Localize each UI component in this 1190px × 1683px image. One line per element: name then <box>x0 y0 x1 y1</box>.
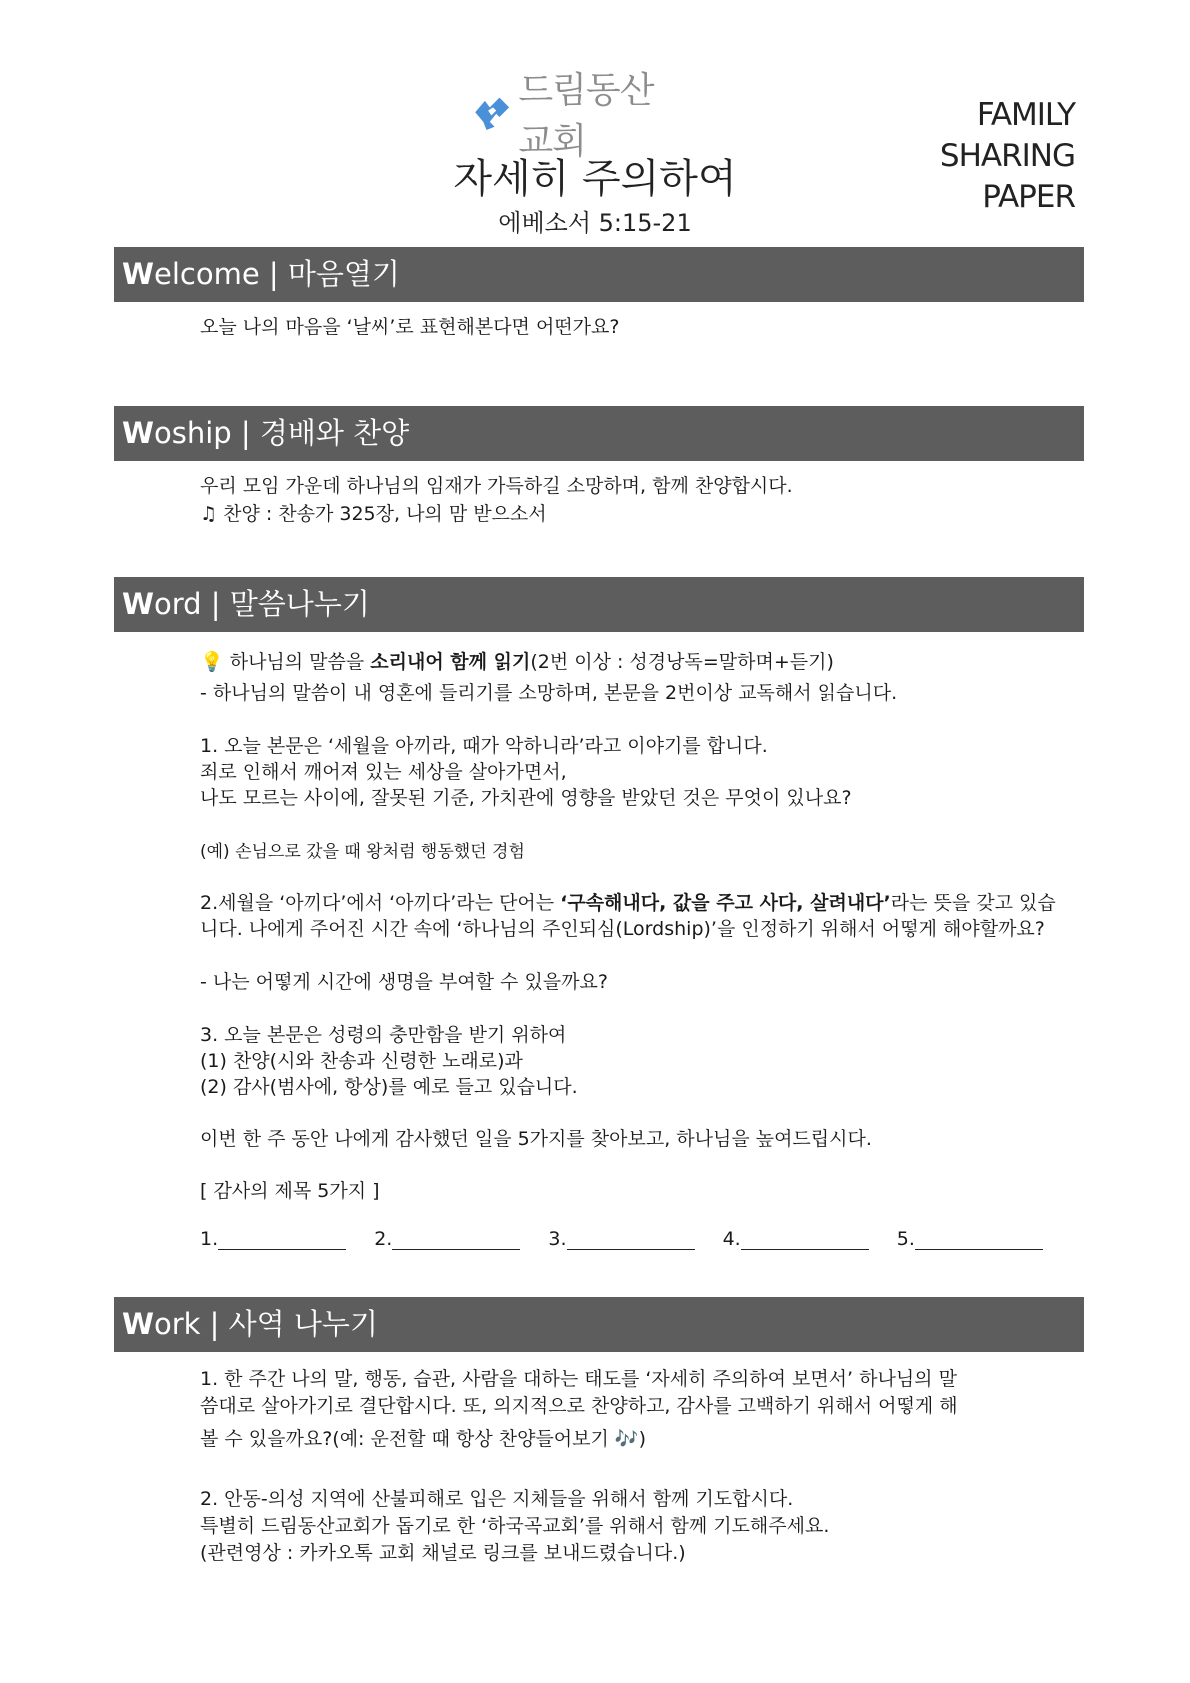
work-1-close: ) <box>638 1428 646 1450</box>
word-reading-instruction <box>200 647 834 674</box>
question-2-line-1 <box>200 888 1056 915</box>
section-title: elcome | 마음열기 <box>154 257 400 291</box>
church-logo-text: 드림동산교회 <box>518 70 654 162</box>
section-header-word <box>114 577 1084 632</box>
blank-3-line[interactable] <box>567 1229 695 1250</box>
work-1-line-3-text: 볼 수 있을까요?(예: 운전할 때 항상 찬양들어보기 <box>200 1428 615 1450</box>
blank-3-label: 3. <box>548 1228 567 1250</box>
work-1-line-1: 1. 한 주간 나의 말, 행동, 습관, 사람을 대하는 태도를 ‘자세히 주의하여 보면서’ 하나님의 말 <box>200 1368 957 1390</box>
work-2-line-3: (관련영상 : 카카오톡 교회 채널로 링크를 보내드렸습니다.) <box>200 1542 686 1564</box>
sharing-label: SHARING <box>939 138 1075 174</box>
reading-bold: 소리내어 함께 읽기 <box>370 651 531 673</box>
thanks-title: [ 감사의 제목 5가지 ] <box>200 1180 380 1202</box>
section-initial: W <box>122 257 154 291</box>
worship-song-text: 찬양 : 찬송가 325장, 나의 맘 받으소서 <box>223 503 547 525</box>
section-title: oship | 경배와 찬양 <box>154 416 410 450</box>
question-3-line-2: (1) 찬양(시와 찬송과 신령한 노래로)과 <box>200 1050 523 1072</box>
section-initial: W <box>122 1307 154 1341</box>
thanks-blanks <box>200 1228 1065 1250</box>
family-label: FAMILY <box>976 97 1075 133</box>
question-3-line-1: 3. 오늘 본문은 성령의 충만함을 받기 위하여 <box>200 1024 567 1046</box>
question-1-line-2: 죄로 인해서 깨어져 있는 세상을 살아가면서, <box>200 761 567 783</box>
question-2-bold: ‘구속해내다, 값을 주고 사다, 살려내다’ <box>560 892 891 914</box>
family-sharing-paper-label <box>940 95 1075 218</box>
blank-5-label: 5. <box>896 1228 915 1250</box>
blank-4-line[interactable] <box>741 1229 869 1250</box>
music-note-icon: ♫ <box>200 503 218 525</box>
section-header-work <box>114 1297 1084 1352</box>
blank-5-line[interactable] <box>915 1229 1043 1250</box>
word-reading-detail: - 하나님의 말씀이 내 영혼에 들리기를 소망하며, 본문을 2번이상 교독해서 읽습니다. <box>200 682 898 704</box>
lightbulb-icon: 💡 <box>200 651 224 673</box>
reading-pre: 하나님의 말씀을 <box>229 651 371 673</box>
section-header-worship <box>114 406 1084 461</box>
worship-song <box>200 499 547 526</box>
church-logo-icon <box>472 90 512 136</box>
question-1-line-1: 1. 오늘 본문은 ‘세월을 아끼라, 때가 악하니라’라고 이야기를 합니다. <box>200 735 768 757</box>
worship-intro: 우리 모임 가운데 하나님의 임재가 가득하길 소망하며, 함께 찬양합시다. <box>200 475 793 497</box>
question-2-line-2: 니다. 나에게 주어진 시간 속에 ‘하나님의 주인되심(Lordship)’을 인정하기 위해서 어떻게 해야할까요? <box>200 918 1045 940</box>
scripture-reference: 에베소서 5:15-21 <box>498 209 692 237</box>
work-2-line-2: 특별히 드림동산교회가 돕기로 한 ‘하국곡교회’를 위해서 함께 기도해주세요. <box>200 1515 830 1537</box>
blank-2-label: 2. <box>374 1228 393 1250</box>
question-1-line-3: 나도 모르는 사이에, 잘못된 기준, 가치관에 영향을 받았던 것은 무엇이 있나요? <box>200 787 852 809</box>
music-notes-icon: 🎶 <box>614 1428 639 1450</box>
welcome-question: 오늘 나의 마음을 ‘날씨’로 표현해본다면 어떤가요? <box>200 316 620 338</box>
question-2-post: 라는 뜻을 갖고 있습 <box>890 892 1056 914</box>
church-logo <box>472 70 682 162</box>
blank-1-line[interactable] <box>218 1229 346 1250</box>
section-initial: W <box>122 416 154 450</box>
blank-4-label: 4. <box>722 1228 741 1250</box>
work-1-line-2: 씀대로 살아가기로 결단합시다. 또, 의지적으로 찬양하고, 감사를 고백하기 위해서 어떻게 해 <box>200 1395 958 1417</box>
blank-1-label: 1. <box>200 1228 219 1250</box>
page-title: 자세히 주의하여 <box>453 156 737 202</box>
paper-label: PAPER <box>982 179 1075 215</box>
question-2-pre: 2.세월을 ‘아끼다’에서 ‘아끼다’라는 단어는 <box>200 892 561 914</box>
question-1-example: (예) 손님으로 갔을 때 왕처럼 행동했던 경험 <box>200 842 525 862</box>
section-initial: W <box>122 587 154 621</box>
section-title: ord | 말씀나누기 <box>154 587 370 621</box>
section-header-welcome <box>114 247 1084 302</box>
work-2-line-1: 2. 안동-의성 지역에 산불피해로 입은 지체들을 위해서 함께 기도합시다. <box>200 1488 794 1510</box>
question-3-line-3: (2) 감사(범사에, 항상)를 예로 들고 있습니다. <box>200 1076 578 1098</box>
work-1-line-3 <box>200 1424 646 1451</box>
question-3-line-4: 이번 한 주 동안 나에게 감사했던 일을 5가지를 찾아보고, 하나님을 높여드립시다. <box>200 1128 872 1150</box>
blank-2-line[interactable] <box>392 1229 520 1250</box>
reading-post: (2번 이상 : 성경낭독=말하며+듣기) <box>530 651 834 673</box>
question-2-sub: - 나는 어떻게 시간에 생명을 부여할 수 있을까요? <box>200 971 608 993</box>
section-title: ork | 사역 나누기 <box>154 1307 378 1341</box>
